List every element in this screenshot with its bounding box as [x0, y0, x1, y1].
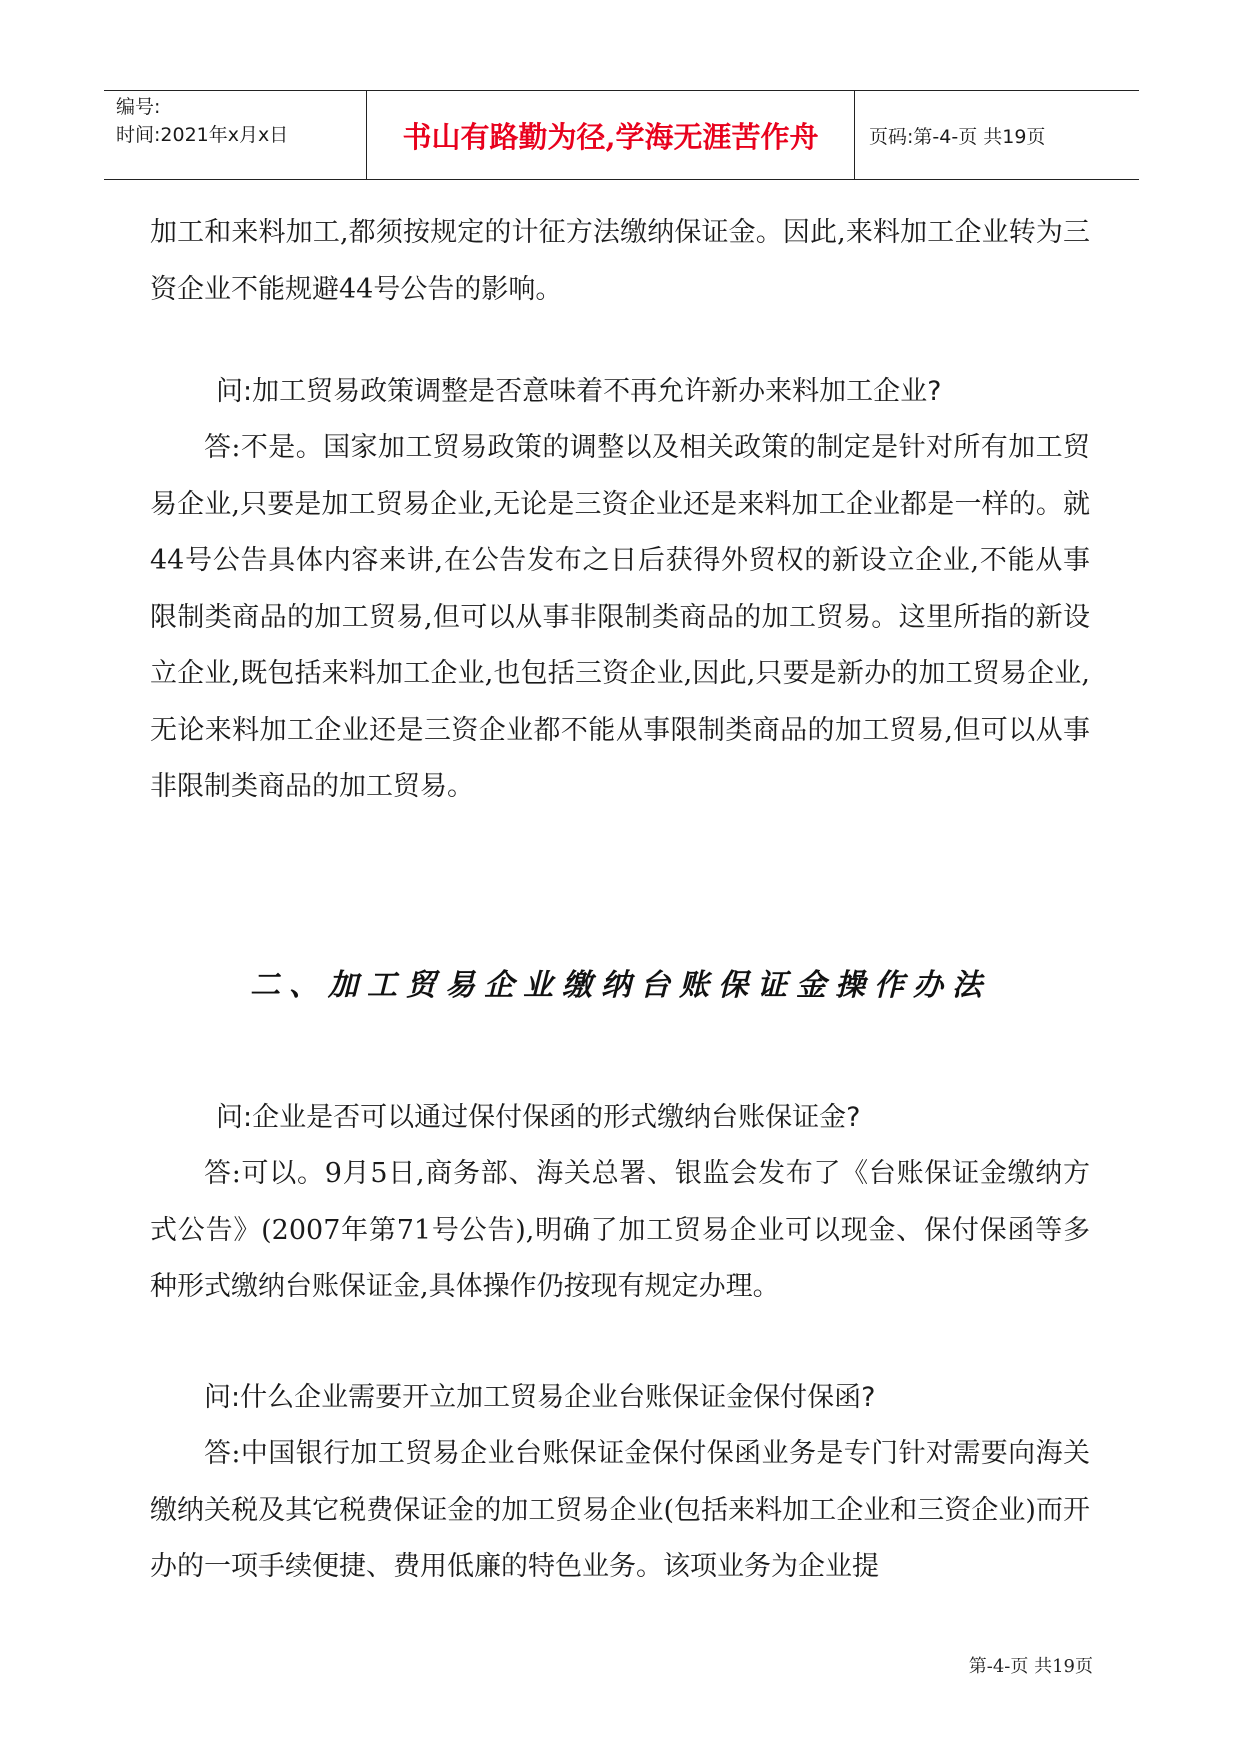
- question-3: 问:什么企业需要开立加工贸易企业台账保证金保付保函?: [204, 1382, 876, 1413]
- footer-page-number: 第-4-页 共19页: [968, 1656, 1093, 1677]
- header-page-number: 页码:第-4-页 共19页: [869, 125, 1046, 148]
- document-header: [104, 90, 1139, 180]
- document-number-label: 编号:: [116, 96, 161, 118]
- answer-1: 答:不是。国家加工贸易政策的调整以及相关政策的制定是针对所有加工贸易企业,只要是加工贸易企业,无论是三资企业还是来料加工企业都是一样的。就44号公告具体内容来讲,在公告发布之日后获得外贸权的新设立企业,不能从事限制类商品的加工贸易,但可以从事非限制类商品的加工贸易。这里所指的新设立企业,既包括来料加工企业,也包括三资企业,因此,只要是新办的加工贸易企业,无论来料加工企业还是三资企业都不能从事限制类商品的加工贸易,但可以从事非限制类商品的加工贸易。: [150, 432, 1090, 802]
- header-motto: 书山有路勤为径,学海无涯苦作舟: [367, 91, 855, 179]
- question-2: 问:企业是否可以通过保付保函的形式缴纳台账保证金?: [216, 1102, 861, 1133]
- document-date: 时间:2021年x月x日: [116, 124, 289, 146]
- header-meta: [104, 91, 367, 179]
- answer-3: 答:中国银行加工贸易企业台账保证金保付保函业务是专门针对需要向海关缴纳关税及其它税费保证金的加工贸易企业(包括来料加工企业和三资企业)而开办的一项手续便捷、费用低廉的特色业务。该项业务为企业提: [150, 1438, 1090, 1582]
- section-title: 二、加工贸易企业缴纳台账保证金操作办法: [250, 968, 991, 1003]
- answer-2: 答:可以。9月5日,商务部、海关总署、银监会发布了《台账保证金缴纳方式公告》(2007年第71号公告),明确了加工贸易企业可以现金、保付保函等多种形式缴纳台账保证金,具体操作仍按现有规定办理。: [150, 1158, 1090, 1302]
- paragraph-continuation: 加工和来料加工,都须按规定的计征方法缴纳保证金。因此,来料加工企业转为三资企业不能规避44号公告的影响。: [150, 217, 1090, 305]
- question-1: 问:加工贸易政策调整是否意味着不再允许新办来料加工企业?: [216, 376, 942, 407]
